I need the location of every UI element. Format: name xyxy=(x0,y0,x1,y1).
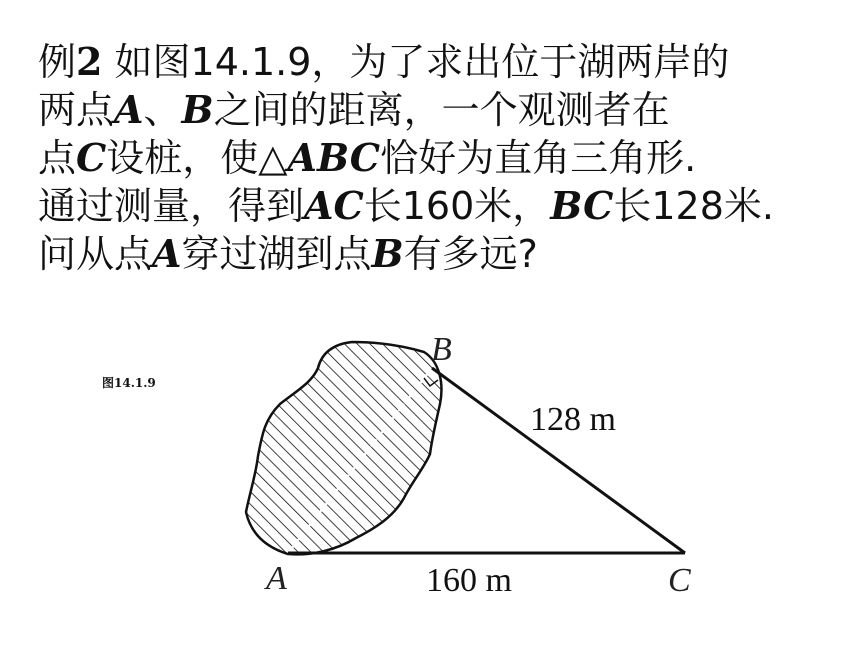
length-ac-label: 160 m xyxy=(426,562,512,599)
problem-text-segment: 有多远? xyxy=(403,232,538,276)
point-c-label: C xyxy=(76,135,107,180)
point-b-label: B xyxy=(371,231,404,276)
problem-text-segment: 长128米. xyxy=(613,184,774,228)
problem-text-segment: 如图14.1.9，为了求出位于湖两岸的 xyxy=(102,40,730,84)
problem-text-segment: 通过测量，得到 xyxy=(38,184,305,228)
figure-caption: 图14.1.9 xyxy=(102,376,156,390)
problem-text-segment: 长160米， xyxy=(363,184,551,228)
example-label: 例 xyxy=(38,40,77,84)
problem-text-segment: 问从点 xyxy=(38,232,153,276)
problem-text-segment: 点 xyxy=(38,136,77,180)
segment-ac-label: AC xyxy=(304,183,364,228)
point-a-label: A xyxy=(152,231,182,276)
problem-text-segment: 设桩，使△ xyxy=(106,136,288,180)
problem-text-segment: 恰好为直角三角形. xyxy=(380,136,697,180)
problem-text-segment: 穿过湖到点 xyxy=(181,232,372,276)
point-b-label: B xyxy=(181,87,214,132)
problem-text-segment: 之间的距离，一个观测者在 xyxy=(213,88,670,132)
segment-bc xyxy=(432,368,685,553)
vertex-a-label: A xyxy=(266,560,287,597)
point-a-label: A xyxy=(114,87,144,132)
triangle-label: ABC xyxy=(287,135,381,180)
example-number: 2 xyxy=(76,39,103,84)
problem-text-segment: 两点 xyxy=(38,88,115,132)
problem-text-segment: 、 xyxy=(143,88,182,132)
vertex-c-label: C xyxy=(668,562,691,599)
vertex-b-label: B xyxy=(431,331,452,368)
lake-shape xyxy=(246,342,441,554)
length-bc-label: 128 m xyxy=(530,401,616,438)
segment-bc-label: BC xyxy=(550,183,614,228)
